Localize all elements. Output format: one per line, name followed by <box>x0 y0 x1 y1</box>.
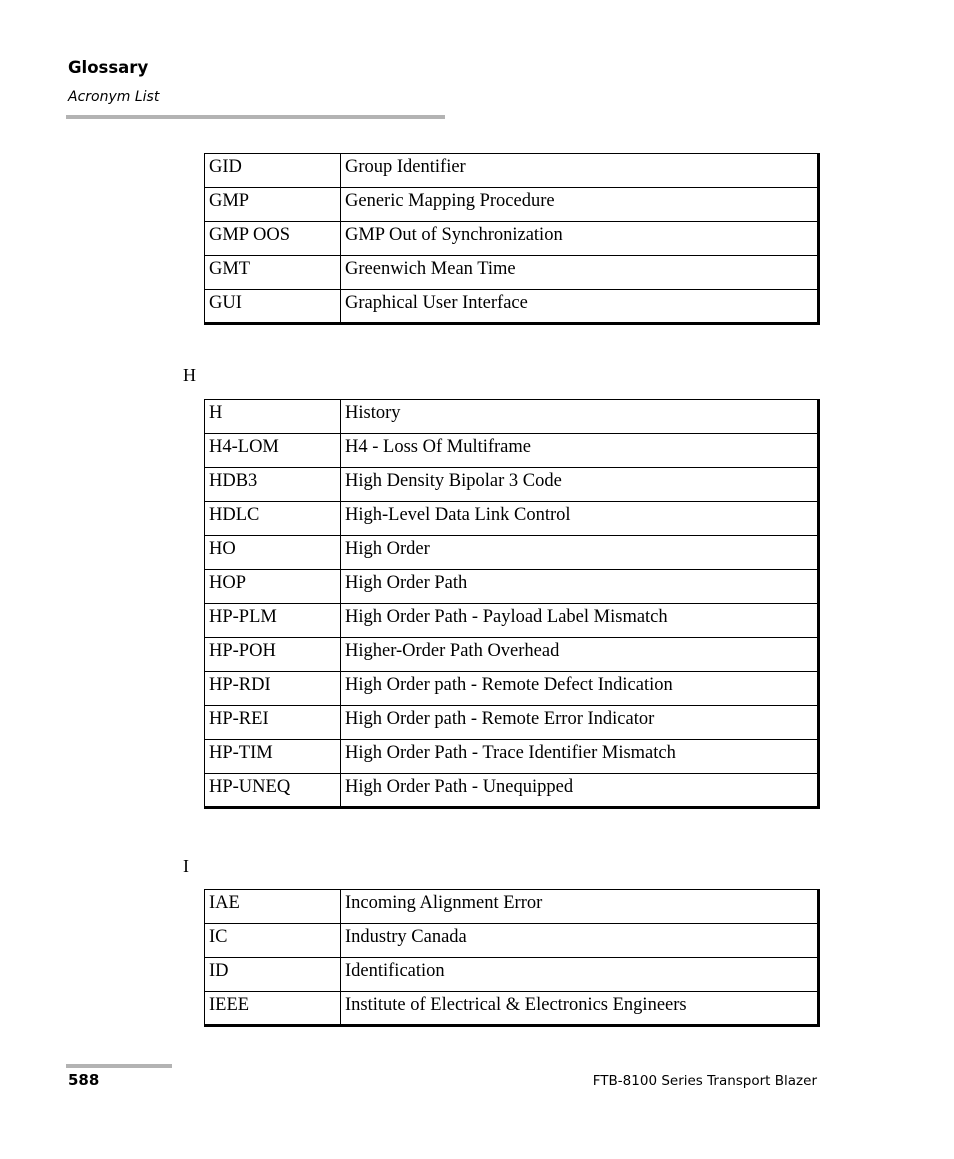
definition-cell: History <box>341 400 819 434</box>
table-row <box>205 154 819 188</box>
table-row <box>205 400 819 434</box>
page-subtitle: Acronym List <box>68 89 160 105</box>
table-row <box>205 434 819 468</box>
page-title: Glossary <box>68 58 149 77</box>
footer-rule <box>66 1064 172 1068</box>
acronym-table-g <box>204 153 820 325</box>
acronym-cell: GUI <box>205 290 341 324</box>
acronym-table-h <box>204 399 820 809</box>
footer-product-name: FTB-8100 Series Transport Blazer <box>592 1073 817 1089</box>
table-row <box>205 924 819 958</box>
page-number: 588 <box>68 1071 100 1089</box>
acronym-cell: GMP OOS <box>205 222 341 256</box>
acronym-cell: GMT <box>205 256 341 290</box>
section-letter-i: I <box>183 856 189 876</box>
definition-cell: Identification <box>341 958 819 992</box>
definition-cell: Industry Canada <box>341 924 819 958</box>
table-row <box>205 468 819 502</box>
table-row <box>205 188 819 222</box>
table-row <box>205 536 819 570</box>
definition-cell: High-Level Data Link Control <box>341 502 819 536</box>
table-row <box>205 890 819 924</box>
table-row <box>205 706 819 740</box>
acronym-cell: ID <box>205 958 341 992</box>
acronym-cell: HP-PLM <box>205 604 341 638</box>
acronym-cell: GID <box>205 154 341 188</box>
acronym-cell: H <box>205 400 341 434</box>
section-letter-h: H <box>183 365 196 385</box>
definition-cell: Group Identifier <box>341 154 819 188</box>
definition-cell: GMP Out of Synchronization <box>341 222 819 256</box>
definition-cell: High Order Path - Trace Identifier Mismatch <box>341 740 819 774</box>
table-row <box>205 570 819 604</box>
definition-cell: Greenwich Mean Time <box>341 256 819 290</box>
definition-cell: High Order path - Remote Defect Indication <box>341 672 819 706</box>
table-row <box>205 222 819 256</box>
definition-cell: Graphical User Interface <box>341 290 819 324</box>
definition-cell: High Order Path - Unequipped <box>341 774 819 808</box>
acronym-cell: HP-REI <box>205 706 341 740</box>
acronym-cell: HP-TIM <box>205 740 341 774</box>
definition-cell: Higher-Order Path Overhead <box>341 638 819 672</box>
table-row <box>205 774 819 808</box>
table-row <box>205 290 819 324</box>
definition-cell: High Order Path <box>341 570 819 604</box>
table-row <box>205 992 819 1026</box>
acronym-cell: IAE <box>205 890 341 924</box>
acronym-cell: HP-UNEQ <box>205 774 341 808</box>
definition-cell: H4 - Loss Of Multiframe <box>341 434 819 468</box>
definition-cell: Incoming Alignment Error <box>341 890 819 924</box>
acronym-cell: GMP <box>205 188 341 222</box>
acronym-cell: HOP <box>205 570 341 604</box>
table-row <box>205 502 819 536</box>
acronym-cell: HO <box>205 536 341 570</box>
table-row <box>205 256 819 290</box>
acronym-cell: IC <box>205 924 341 958</box>
acronym-cell: HP-RDI <box>205 672 341 706</box>
definition-cell: High Order <box>341 536 819 570</box>
definition-cell: High Order path - Remote Error Indicator <box>341 706 819 740</box>
acronym-table-i <box>204 889 820 1027</box>
definition-cell: Generic Mapping Procedure <box>341 188 819 222</box>
table-row <box>205 672 819 706</box>
table-row <box>205 958 819 992</box>
acronym-cell: HP-POH <box>205 638 341 672</box>
table-row <box>205 740 819 774</box>
acronym-cell: HDB3 <box>205 468 341 502</box>
definition-cell: High Order Path - Payload Label Mismatch <box>341 604 819 638</box>
acronym-cell: IEEE <box>205 992 341 1026</box>
definition-cell: High Density Bipolar 3 Code <box>341 468 819 502</box>
acronym-cell: H4-LOM <box>205 434 341 468</box>
definition-cell: Institute of Electrical & Electronics Engineers <box>341 992 819 1026</box>
acronym-cell: HDLC <box>205 502 341 536</box>
table-row <box>205 604 819 638</box>
header-rule <box>66 115 445 119</box>
table-row <box>205 638 819 672</box>
